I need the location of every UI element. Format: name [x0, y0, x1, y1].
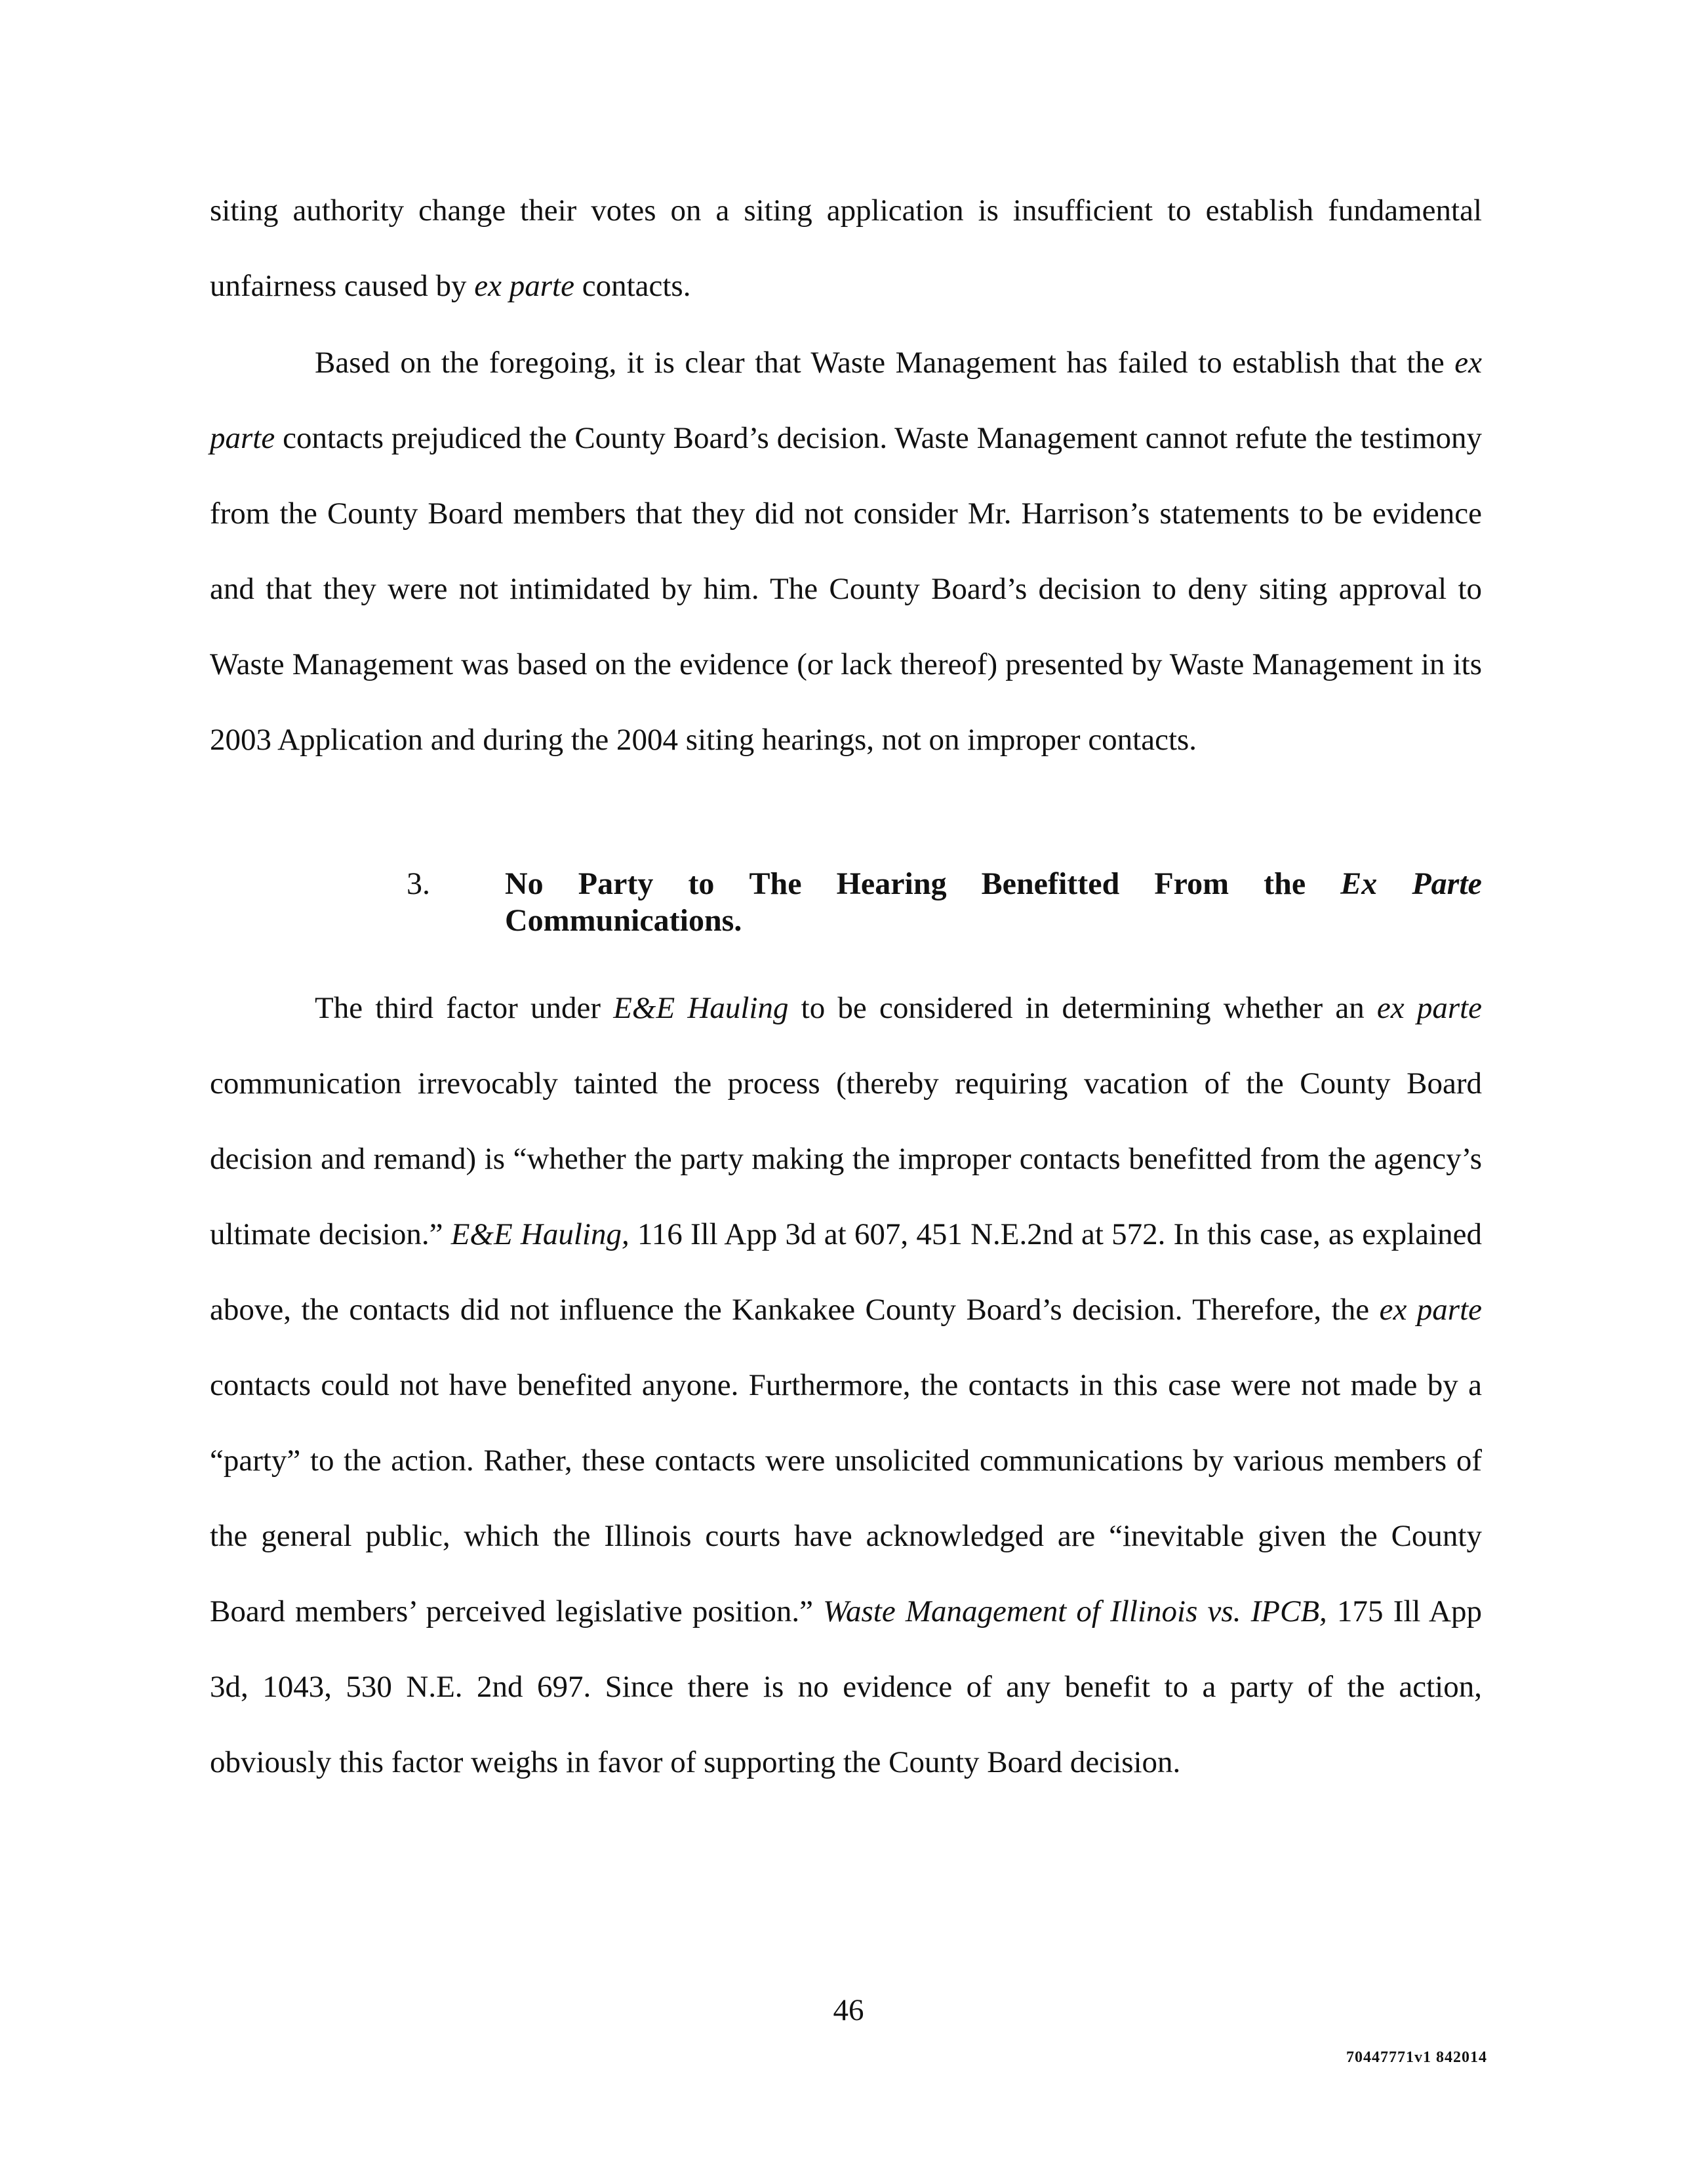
heading-word: No [505, 866, 544, 901]
heading-word: to [688, 866, 715, 901]
case-citation: E&E Hauling, [450, 1217, 629, 1251]
heading-word: The [749, 866, 802, 901]
text-run: siting authority change their votes on a siting application is insufficient to establish fundamental unfairness caused by [210, 193, 1482, 303]
case-citation: Waste Management of Illinois vs. IPCB, [823, 1594, 1327, 1628]
page-number: 46 [833, 1993, 864, 2027]
heading-number: 3. [407, 866, 430, 901]
paragraph-foregoing [210, 325, 1482, 778]
paragraph-continuation [210, 173, 1482, 324]
text-run: contacts. [582, 269, 691, 303]
text-run: Based on the foregoing, it is clear that Waste Management has failed to establish that the [315, 346, 1445, 380]
heading-italic-word: Parte [1412, 866, 1482, 901]
heading-italic-word: Ex [1340, 866, 1378, 901]
italic-term: ex parte [1379, 1293, 1482, 1327]
text-run: 116 Ill App 3d at 607, 451 N.E.2nd at 572. In this case, as explained above, the contacts did not influence the Kankakee County Board’s decision. Therefore, the [210, 1217, 1482, 1327]
italic-term: ex parte [474, 269, 574, 303]
heading-line-1 [505, 866, 1482, 902]
heading-word: From [1154, 866, 1229, 901]
italic-term: ex parte [210, 346, 1483, 455]
heading-line-2: Communications. [505, 903, 742, 938]
italic-term: ex parte [1376, 991, 1483, 1025]
heading-word: the [1264, 866, 1306, 901]
heading-word: Party [578, 866, 654, 901]
case-citation: E&E Hauling [613, 991, 789, 1025]
paragraph-third-factor [210, 971, 1482, 1800]
document-id: 70447771v1 842014 [1346, 2049, 1487, 2066]
heading-word: Benefitted [981, 866, 1120, 901]
text-run: to be considered in determining whether an [801, 991, 1365, 1025]
text-run: contacts could not have benefited anyone. Furthermore, the contacts in this case were not made by a “party” to the action. Rather, these contacts were unsolicited communications by various members of the general public, which the Illinois courts have acknowledged are “inevitable given the County Board members’ perceived legislative position.” [210, 1368, 1482, 1628]
text-run: contacts prejudiced the County Board’s decision. Waste Management cannot refute the testimony from the County Board members that they did not consider Mr. Harrison’s statements to be evidence and that they were not intimidated by him. The County Board’s decision to deny siting approval to Waste Management was based on the evidence (or lack thereof) presented by Waste Management in its 2003 Application and during the 2004 siting hearings, not on improper contacts. [210, 421, 1483, 757]
heading-word: Hearing [836, 866, 947, 901]
text-run: 175 Ill App 3d, 1043, 530 N.E. 2nd 697. Since there is no evidence of any benefit to a party of the action, obviously this factor weighs in favor of supporting the County Board decision. [210, 1594, 1482, 1779]
text-run: communication irrevocably tainted the process (thereby requiring vacation of the County Board decision and remand) is “whether the party making the improper contacts benefitted from the agency’s ultimate decision.” [210, 1066, 1482, 1251]
heading-title [505, 866, 1482, 939]
text-run: The third factor under [315, 991, 601, 1025]
